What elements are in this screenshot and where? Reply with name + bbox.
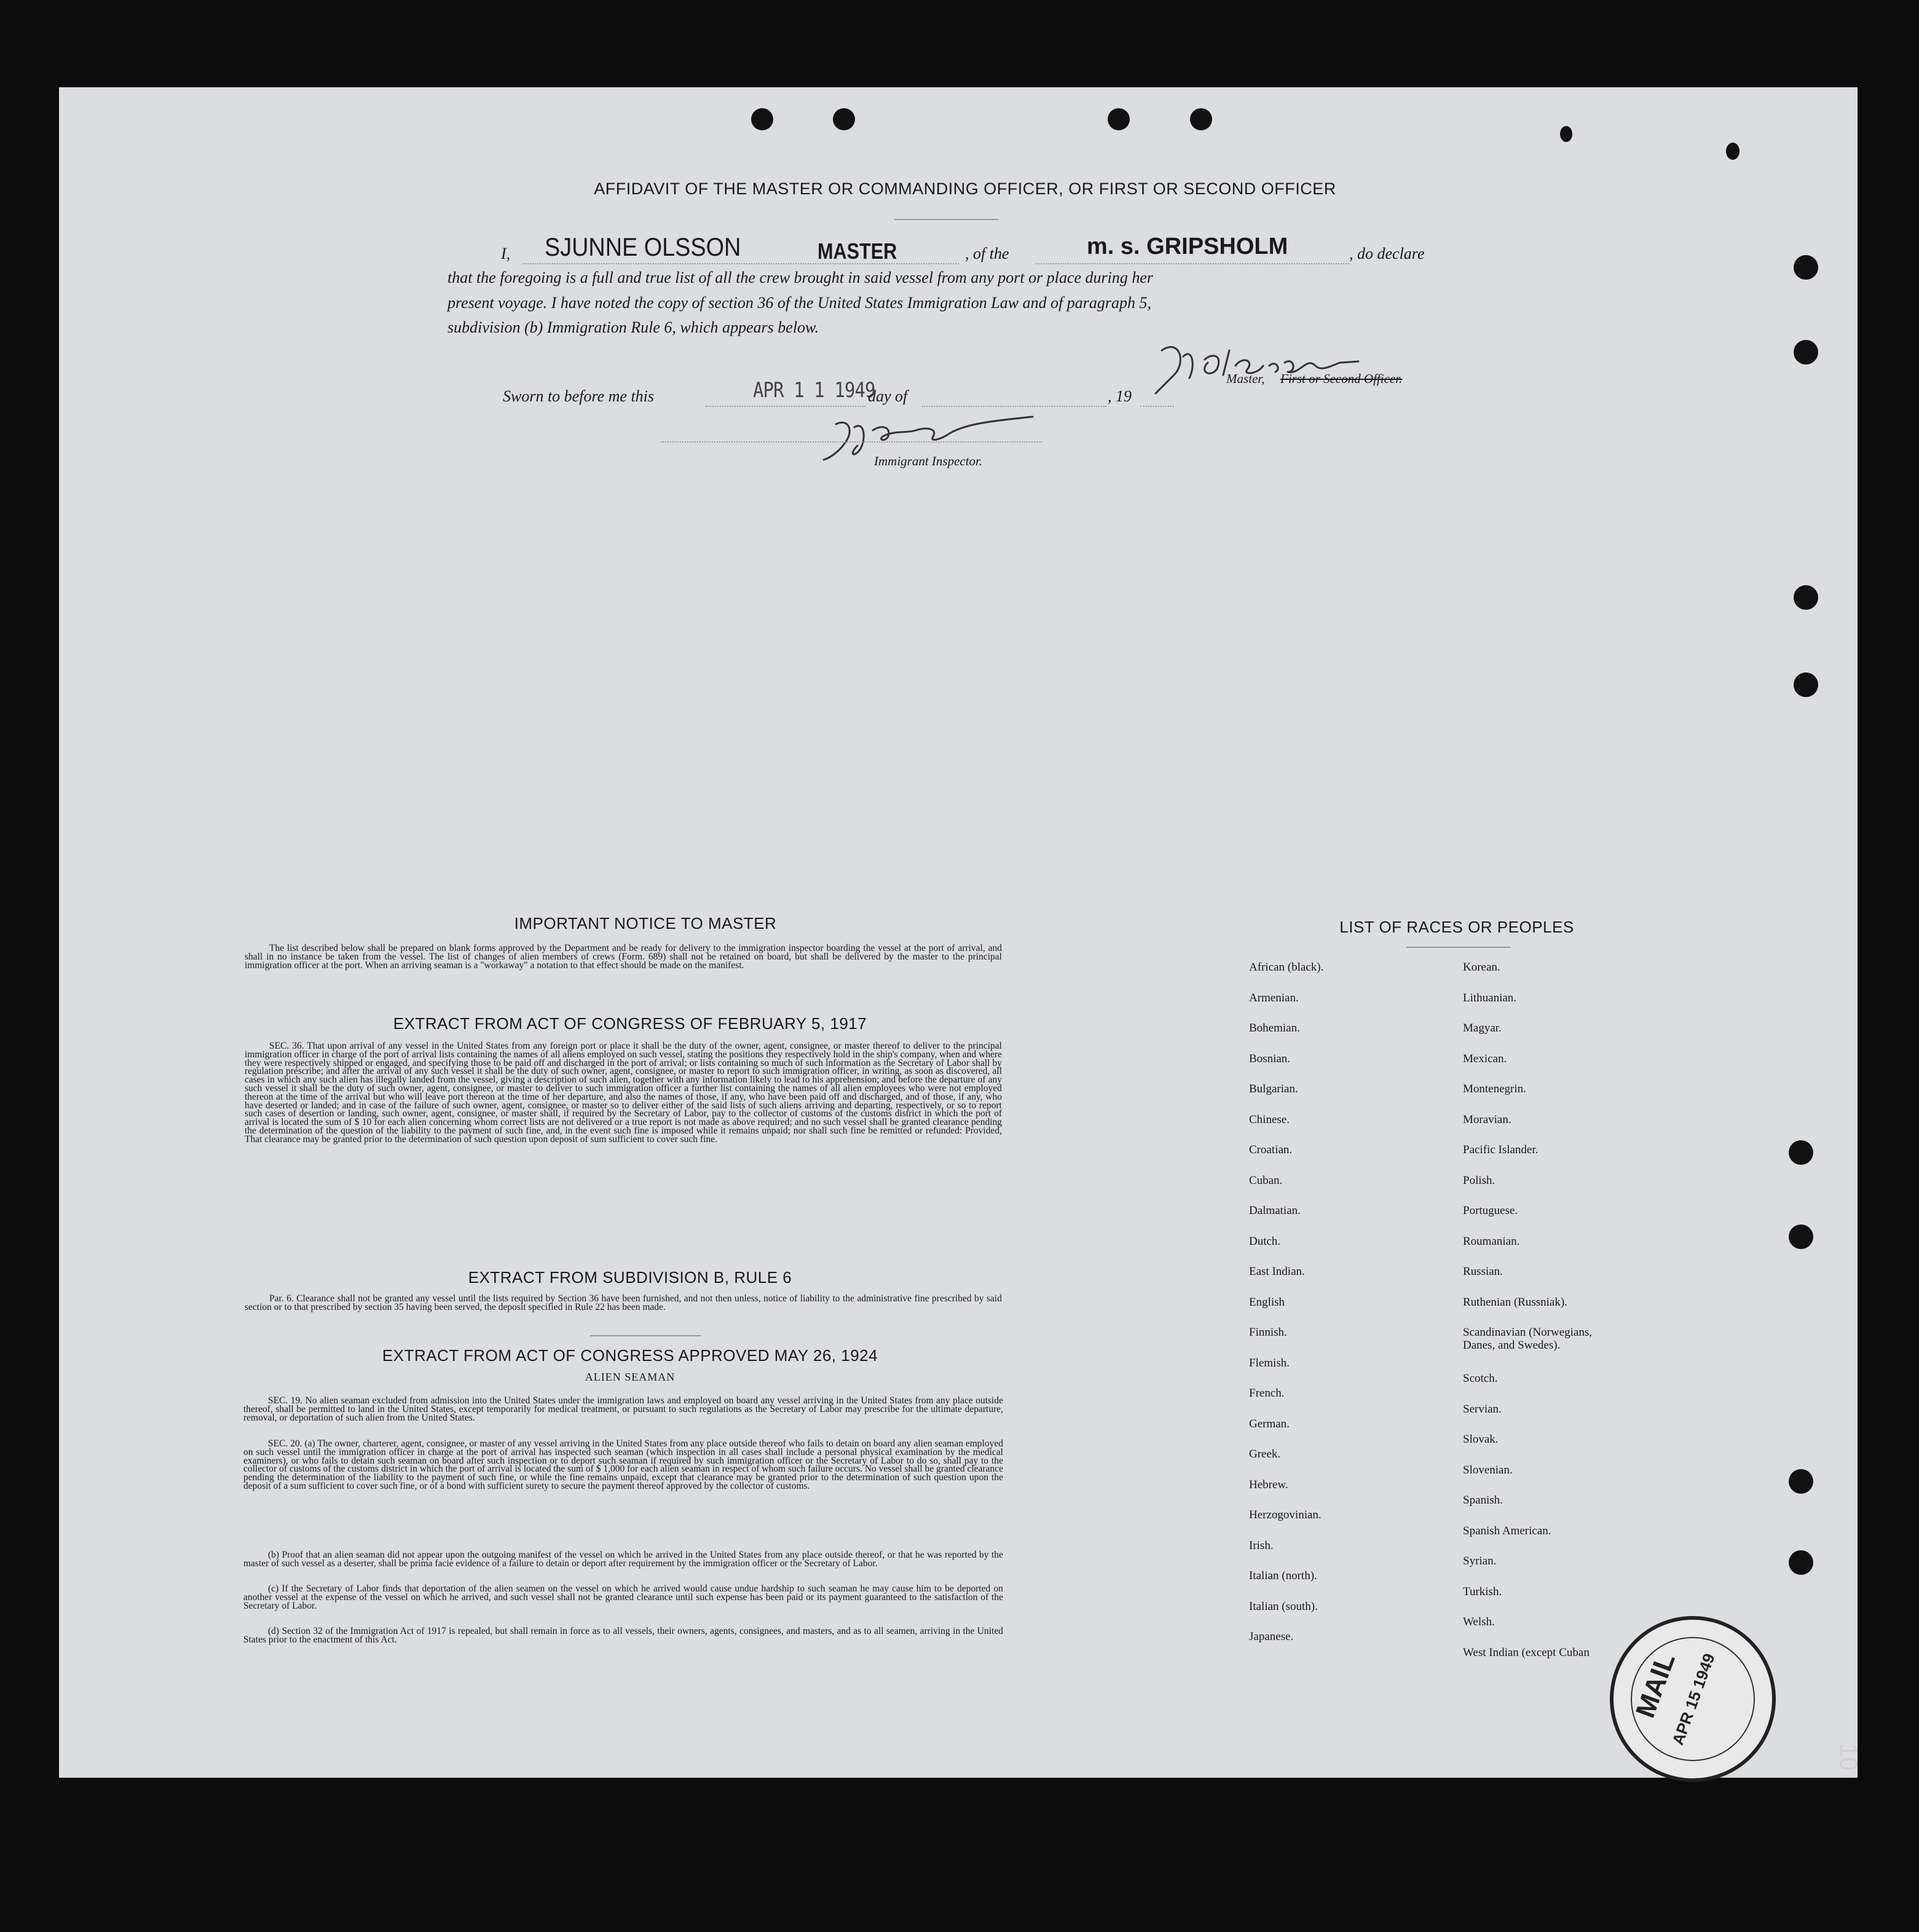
stamp-mail-text: MAIL [1629,1649,1681,1722]
race-item: Herzogovinian. [1249,1508,1322,1521]
punch-hole [1794,340,1818,365]
year-line [1140,406,1174,407]
declarant-label: I, [501,245,511,262]
race-item: Armenian. [1249,991,1299,1004]
affidavit-line-1: that the foregoing is a full and true list of all the crew brought in said vessel from any port or place during her [447,269,1154,286]
race-item: African (black). [1249,961,1324,974]
race-item: Scotch. [1463,1372,1498,1385]
race-item: Italian (south). [1249,1599,1318,1613]
master-signature [1149,332,1383,400]
race-item: Irish. [1249,1539,1274,1552]
extract-1924-subheading: ALIEN SEAMAN [585,1371,676,1383]
divider [894,219,999,220]
race-item: Pacific Islander. [1463,1143,1539,1156]
mail-stamp [1601,1607,1785,1791]
rule6-heading: EXTRACT FROM SUBDIVISION B, RULE 6 [468,1268,792,1287]
race-item: Finnish. [1249,1326,1287,1339]
race-item: Lithuanian. [1463,991,1517,1004]
race-item: Portuguese. [1463,1204,1518,1217]
inspector-label: Immigrant Inspector. [874,454,983,468]
affidavit-line-2: present voyage. I have noted the copy of section 36 of the United States Immigration Law and of paragraph 5, [447,294,1152,312]
ship-line [1036,263,1349,264]
race-item: Polish. [1463,1173,1495,1187]
punch-hole [1560,126,1572,142]
race-item: Korean. [1463,961,1500,974]
punch-hole [1794,255,1818,280]
race-item: Mexican. [1463,1052,1507,1065]
punch-hole [1789,1140,1813,1165]
race-item: Slovak. [1463,1433,1499,1446]
punch-hole [1108,108,1130,130]
race-item: Bulgarian. [1249,1082,1298,1095]
punch-hole [1789,1469,1813,1494]
punch-hole [1726,143,1740,160]
race-item: French. [1249,1387,1285,1400]
race-item: Turkish. [1463,1585,1502,1598]
sec20a-text: SEC. 20. (a) The owner, charterer, agent, consignee, or master of any vessel arriving in the United States from any place outside thereof who fails to detain on board any alien seaman employed on such vessel until the immigration officer in charge at the port of arrival has inspected such seaman (which inspection in all cases shall include a personal physical examination by the medical examiners), or who fails to detain such seaman on board after such inspection or to deport such seaman if required by such immigration officer or the Secretary of Labor to do so, shall pay to the collector of customs of the customs district in which the port of arrival is located the sum of $ 1,000 for each alien seaman in respect of whom such failure occurs. No vessel shall be granted clearance pending the determination of the liability to the payment of such fine, or while the fine remains unpaid, except that clearance may be granted prior to the determination of such question upon the deposit of a sum sufficient to cover such fine, or of a bond with sufficient surety to secure the payment thereof approved by the collector of customs. [243,1438,1003,1491]
race-item: Dutch. [1249,1234,1281,1248]
master-rank: MASTER [818,239,897,264]
extract-1917-heading: EXTRACT FROM ACT OF CONGRESS OF FEBRUARY 5, 1917 [393,1014,867,1033]
race-item: Dalmatian. [1249,1204,1301,1217]
of-the-label: , of the [965,245,1009,262]
master-title-label: Master, [1226,371,1265,386]
extract-1917-text: SEC. 36. That upon arrival of any vessel in the United States from any foreign port or place it shall be the duty of the owner, agent, consignee, or master thereof to deliver to the principal immigration officer in charge of the port of arrival lists containing the names of all aliens employed on such vessel, stating the positions they respectively hold in the ship's company, when and where they were respectively shipped or engaged, and specifying those to be paid off and discharged in the port of arrival; or lists containing so much of such information as the Secretary of Labor shall by regulation prescribe; and after the arrival of any such vessel it shall be the duty of such owner, agent, consignee, or master to report to such immigration officer, in writing, as soon as discovered, all cases in which any such alien has illegally landed from the vessel, giving a description of such alien, together with any information likely to lead to his apprehension; and before the departure of any such vessel it shall be the duty of such owner, agent, consignee, or master to deliver to such immigration officer a further list containing the names of all alien employees who were not employed thereon at the time of the arrival but who will leave port thereon at the time of her departure, and also the names of those, if any, who have been paid off and discharged, and of those, if any, who have deserted or landed; and in case of the failure of such owner, agent, consignee, or master so to deliver either of the said lists of such aliens arriving and departing, respectively, or so to report such cases of desertion or landing, such owner, agent, consignee, or master shall, if required by the Secretary of Labor, pay to the collector of customs of the customs district in which the port of arrival is located the sum of $ 10 for each alien concerning whom correct lists are not delivered or a true report is not made as above required; and no such vessel shall be granted clearance pending the determination of the question of the liability to the payment of such fine, and, in the event such fine is imposed while it remains unpaid; nor shall such fine be remitted or refunded: Provided, That clearance may be granted prior to the determination of such question upon deposit of sum sufficient to cover such fine. [245,1041,1002,1145]
punch-hole [1789,1224,1813,1249]
affidavit-line-3: subdivision (b) Immigration Rule 6, which appears below. [447,318,819,336]
ship-name: m. s. GRIPSHOLM [1087,234,1288,259]
race-item: Russian. [1463,1265,1503,1278]
rule6-text: Par. 6. Clearance shall not be granted any vessel until the lists required by Section 36 have been furnished, and not then unless, notice of liability to the administrative fine prescribed by said section or to that prescribed by section 35 having been served, the deposit specified in Rule 22 has been made. [245,1293,1002,1312]
notice-heading: IMPORTANT NOTICE TO MASTER [514,914,777,932]
races-heading: LIST OF RACES OR PEOPLES [1339,918,1574,936]
race-item: Japanese. [1249,1630,1294,1643]
punch-hole [833,108,855,130]
sworn-date-stamp: APR 1 1 1949 [753,378,875,403]
race-item: Italian (north). [1249,1569,1317,1582]
race-item: Roumanian. [1463,1234,1520,1248]
race-item: Flemish. [1249,1356,1290,1370]
sec20c-text: (c) If the Secretary of Labor finds that deportation of the alien seamen on the vessel on which he arrived would cause undue hardship to such seaman he may cause him to be deported on another vessel at the expense of the vessel on which he arrived, and such vessel shall not be granted clearance until such expense has been paid or its payment guaranteed to the satisfaction of the Secretary of Labor. [243,1583,1003,1611]
sec20b-text: (b) Proof that an alien seaman did not appear upon the outgoing manifest of the vessel on which he arrived in the United States from any place outside thereof, or that he was reported by the master of such vessel as a deserter, shall be prima facie evidence of a failure to detain or deport after requirement by the immigration officer or the Secretary of Labor. [243,1550,1003,1569]
punch-hole [1794,585,1818,610]
sec19-text: SEC. 19. No alien seaman excluded from admission into the United States under the immigration laws and employed on board any vessel arriving in the United States from any place outside thereof, shall be permitted to land in the United States, except temporarily for medical treatment, or pursuant to such regulations as the Secretary of Labor may prescribe for the ultimate departure, removal, or deportation of such alien from the United States. [243,1395,1003,1423]
race-item: English [1249,1295,1285,1309]
stamp-date-text: APR 15 1949 [1668,1650,1719,1748]
race-item: Greek. [1249,1448,1281,1461]
punch-hole [751,108,773,130]
race-item: Syrian. [1463,1555,1497,1567]
race-item: East Indian. [1249,1265,1305,1278]
divider [1406,947,1511,948]
sworn-label: Sworn to before me this [503,387,655,405]
race-item: Montenegrin. [1463,1082,1526,1095]
divider [590,1335,701,1336]
race-item: Ruthenian (Russniak). [1463,1295,1567,1309]
notice-text: The list described below shall be prepared on blank forms approved by the Department and be ready for delivery to the immigration inspector boarding the vessel at the port of arrival, and shall in no instance be taken from the vessel. The list of changes of alien members of crews (Form. 689) shall not be retained on board, but shall be delivered by the master to the principal immigration officer at the port. When an arriving seaman is a "workaway" a notation to that effect should be made on the manifest. [245,943,1002,971]
punch-hole [1190,108,1212,130]
inspector-line [661,441,1042,443]
year-label: , 19 [1108,387,1132,405]
race-item: Bohemian. [1249,1022,1300,1035]
race-item: Croatian. [1249,1143,1293,1156]
sec20d-text: (d) Section 32 of the Immigration Act of 1917 is repealed, but shall remain in force as to all vessels, their owners, agents, consignees, and masters, and as to all seamen, arriving in the United States prior to the enactment of this Act. [243,1626,1003,1645]
struck-officer-label: First or Second Officer. [1280,371,1403,386]
race-item: Spanish. [1463,1494,1503,1507]
punch-hole [1789,1550,1813,1575]
race-item: Magyar. [1463,1022,1502,1035]
day-of-label: day of [868,387,908,405]
master-name: SJUNNE OLSSON [545,232,741,261]
race-item: Bosnian. [1249,1052,1291,1065]
do-declare-label: , do declare [1349,245,1425,262]
affidavit-title: AFFIDAVIT OF THE MASTER OR COMMANDING OFFICER, OR FIRST OR SECOND OFFICER [594,179,1336,198]
race-item: Welsh. [1463,1615,1495,1628]
race-item: German. [1249,1417,1290,1430]
race-item: Moravian. [1463,1113,1511,1126]
race-item: Scandinavian (Norwegians, Danes, and Swedes). [1463,1326,1592,1352]
margin-page-number: 10 [1834,1743,1862,1771]
race-item: Spanish American. [1463,1524,1551,1537]
race-item: West Indian (except Cuban [1463,1646,1590,1659]
race-item: Chinese. [1249,1113,1290,1126]
race-item: Hebrew. [1249,1478,1288,1491]
race-item: Servian. [1463,1402,1502,1416]
punch-hole [1794,672,1818,697]
extract-1924-heading: EXTRACT FROM ACT OF CONGRESS APPROVED MAY 26, 1924 [382,1346,878,1365]
race-item: Slovenian. [1463,1463,1513,1477]
race-item: Cuban. [1249,1173,1283,1187]
